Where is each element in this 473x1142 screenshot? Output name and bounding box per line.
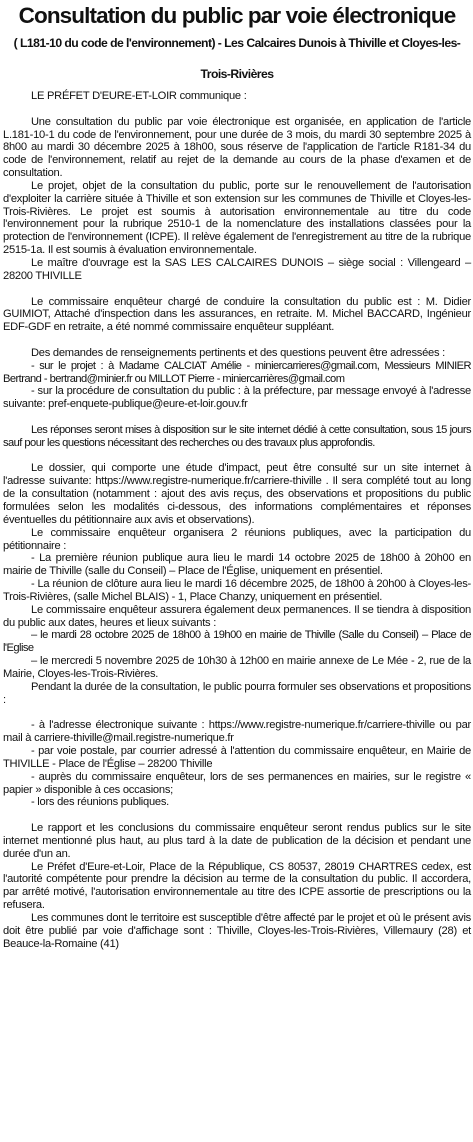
paragraph-meeting-first: - La première réunion publique aura lieu le mardi 14 octobre 2025 de 18h00 à 20h00 en mairie de Thiville (salle du Conseil) – Place de l'Église, uniquement en présentiel.	[3, 552, 471, 578]
paragraph-consultation-dates: Une consultation du public par voie électronique est organisée, en application de l'article L.181-10-1 du code de l'environnement, pour une durée de 3 mois, du mardi 30 septembre 2025 à 8h00 au mardi 30 décembre 2025 à 18h00, sous réserve de l'application de l'article R181-34 du code de l'environnement, relatif au rejet de la demande au cours de la phase d'examen et de consultation.	[3, 115, 471, 180]
paragraph-permanence-1: – le mardi 28 octobre 2025 de 18h00 à 19h00 en mairie de Thiville (Salle du Conseil) – Place de l'Eglise	[3, 629, 471, 655]
paragraph-permanences-intro: Le commissaire enquêteur assurera également deux permanences. Il se tiendra à disposition du public aux dates, heures et lieux suivants :	[3, 603, 471, 629]
paragraph-gap	[3, 707, 471, 720]
paragraph-questions-project: - sur le projet : à Madame CALCIAT Amélie - miniercarrieres@gmail.com, Messieurs MINIER Bertrand - bertrand@minier.fr ou MILLOT Pierre - miniercarrières@gmail.com	[3, 359, 471, 385]
paragraph-gap	[3, 411, 471, 424]
paragraph-gap	[3, 809, 471, 822]
paragraph-answers: Les réponses seront mises à disposition sur le site internet dédié à cette consultation, sous 15 jours sauf pour les questions nécessitant des recherches ou des travaux plus approfondis.	[3, 423, 471, 449]
paragraph-observations-postal: - par voie postale, par courrier adressé à l'attention du commissaire enquêteur, en Mairie de THIVILLE - Place de l'Église – 28200 Thiville	[3, 745, 471, 770]
paragraph-dossier: Le dossier, qui comporte une étude d'impact, peut être consulté sur un site internet à l'adresse suivante: https://www.registre-numerique.fr/carriere-thiville . Il sera complété tout au long de la consultation (notamment : ajout des avis reçus, des observations et propositions du public formulées selon les modalités ci-dessous, des informations complémentaires et réponses éventuelles du pétitionnaire aux avis et observations).	[3, 462, 471, 526]
paragraph-meeting-closing: - La réunion de clôture aura lieu le mardi 16 décembre 2025, de 18h00 à 20h00 à Cloyes-les-Trois-Rivières, (salle Michel BLAIS) - 1, Place Chanzy, uniquement en présentiel.	[3, 578, 471, 603]
paragraph-project-owner: Le maître d'ouvrage est la SAS LES CALCAIRES DUNOIS – siège social : Villengeard – 28200 THIVILLE	[3, 256, 471, 282]
paragraph-questions-intro: Des demandes de renseignements pertinents et des questions peuvent être adressées :	[31, 346, 446, 359]
notice-subtitle: ( L181-10 du code de l'environnement) - Les Calcaires Dunois à Thiville et Cloyes-les-Trois-Rivières	[13, 36, 461, 81]
paragraph-report: Le rapport et les conclusions du commissaire enquêteur seront rendus publics sur le site internet mentionné plus haut, au plus tard à la date de publication de la décision et pendant une durée d'un an.	[3, 822, 471, 860]
notice-body	[3, 90, 471, 951]
paragraph-gap	[3, 283, 471, 296]
paragraph-gap	[3, 450, 471, 463]
notice-title: Consultation du public par voie électronique	[18, 3, 456, 28]
paragraph-questions-procedure: - sur la procédure de consultation du public : à la préfecture, par message envoyé à l'adresse suivante: pref-enquete-publique@eure-et-loir.gouv.fr	[3, 385, 471, 411]
paragraph-observations-register: - auprès du commissaire enquêteur, lors de ses permanences en mairies, sur le registre « papier » disponible à ces occasions;	[3, 770, 471, 796]
paragraph-gap	[3, 334, 471, 347]
paragraph-commissioner: Le commissaire enquêteur chargé de conduire la consultation du public est : M. Didier GUIMIOT, Attaché d'inspection dans les assurances, en retraite. M. Michel BACCARD, Ingénieur EDF-GDF en retraite, a été nommé commissaire enquêteur suppléant.	[3, 295, 471, 334]
paragraph-gap	[3, 103, 471, 116]
paragraph-observations-electronic: - à l'adresse électronique suivante : https://www.registre-numerique.fr/carriere-thiville ou par mail à carriere-thiville@mail.registre-numerique.fr	[3, 719, 471, 745]
paragraph-observations-intro: Pendant la durée de la consultation, le public pourra formuler ses observations et propositions :	[3, 680, 471, 706]
paragraph-meetings-intro: Le commissaire enquêteur organisera 2 réunions publiques, avec la participation du pétitionnaire :	[3, 526, 471, 552]
paragraph-communes: Les communes dont le territoire est susceptible d'être affecté par le projet et où le présent avis doit être publié par voie d'affichage sont : Thiville, Cloyes-les-Trois-Rivières, Villemaury (28) et Beauce-la-Romaine (41)	[3, 912, 472, 950]
paragraph-project: Le projet, objet de la consultation du public, porte sur le renouvellement de l'autorisation d'exploiter la carrière située à Thiville et son extension sur les communes de Thiville et Cloyes-les-Trois-Rivières. Le projet est soumis à autorisation environnementale au titre du code l'environnement pour la rubrique 2510-1 de la nomenclature des installations classées pour la protection de l'environnement (ICPE). Il relève également de l'enregistrement au titre de la rubrique 2515-1a. Il est soumis à évaluation environnementale.	[3, 179, 471, 257]
paragraph-permanence-2: – le mercredi 5 novembre 2025 de 10h30 à 12h00 en mairie annexe de Le Mée - 2, rue de la Mairie, Cloyes-les-Trois-Rivières.	[3, 655, 471, 680]
paragraph-authority: Le Préfet d'Eure-et-Loir, Place de la République, CS 80537, 28019 CHARTRES cedex, est l'autorité compétente pour prendre la décision au terme de la consultation du public. Il accordera, par arrêté motivé, l'autorisation environnementale au titre des ICPE assortie de prescriptions ou la refusera.	[3, 860, 471, 912]
notice-issuer: LE PRÉFET D'EURE-ET-LOIR communique :	[31, 90, 247, 102]
paragraph-observations-meetings: - lors des réunions publiques.	[31, 796, 170, 809]
